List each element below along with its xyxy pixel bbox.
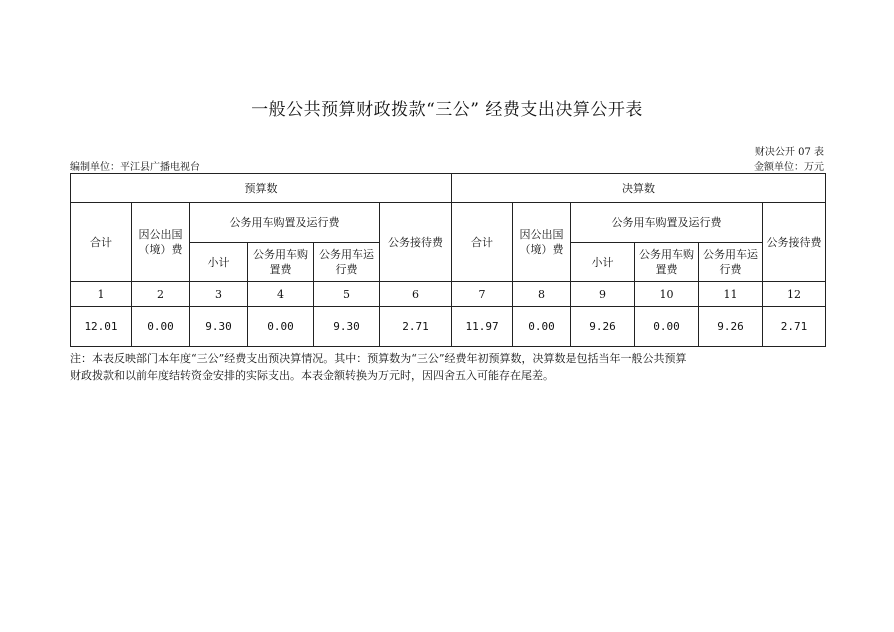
budget-abroad-header: 因公出国（境）费 <box>132 203 190 282</box>
footnote <box>70 350 830 384</box>
column-number: 1 <box>71 282 132 307</box>
page-title: 一般公共预算财政拨款“三公” 经费支出决算公开表 <box>251 100 643 120</box>
value-row <box>71 307 826 347</box>
final-purchase-header: 公务用车购置费 <box>635 243 699 282</box>
budget-header: 预算数 <box>71 174 452 203</box>
header-row-2 <box>71 203 826 243</box>
final-header: 决算数 <box>452 174 826 203</box>
column-number: 8 <box>513 282 571 307</box>
column-number-row <box>71 282 826 307</box>
final-operation-header: 公务用车运行费 <box>699 243 763 282</box>
column-number: 10 <box>635 282 699 307</box>
value-cell: 2.71 <box>380 307 452 347</box>
column-number: 2 <box>132 282 190 307</box>
column-number: 9 <box>571 282 635 307</box>
expense-table <box>70 173 826 347</box>
column-number: 3 <box>190 282 248 307</box>
final-abroad-header: 因公出国（境）费 <box>513 203 571 282</box>
budget-operation-header: 公务用车运行费 <box>314 243 380 282</box>
column-number: 12 <box>763 282 826 307</box>
value-cell: 9.26 <box>699 307 763 347</box>
value-cell: 9.26 <box>571 307 635 347</box>
budget-vehicle-header: 公务用车购置及运行费 <box>190 203 380 243</box>
reporting-unit: 编制单位：平江县广播电视台 <box>70 162 200 173</box>
value-cell: 0.00 <box>132 307 190 347</box>
value-cell: 11.97 <box>452 307 513 347</box>
column-number: 5 <box>314 282 380 307</box>
final-total-header: 合计 <box>452 203 513 282</box>
budget-reception-header: 公务接待费 <box>380 203 452 282</box>
column-number: 11 <box>699 282 763 307</box>
amount-unit: 金额单位：万元 <box>754 162 824 173</box>
column-number: 4 <box>248 282 314 307</box>
value-cell: 0.00 <box>635 307 699 347</box>
header-row-1 <box>71 174 826 203</box>
column-number: 6 <box>380 282 452 307</box>
final-reception-header: 公务接待费 <box>763 203 826 282</box>
final-subtotal-header: 小计 <box>571 243 635 282</box>
budget-total-header: 合计 <box>71 203 132 282</box>
value-cell: 0.00 <box>513 307 571 347</box>
footnote-line: 注：本表反映部门本年度“三公”经费支出预决算情况。其中：预算数为“三公”经费年初预算数，决算数是包括当年一般公共预算 <box>70 352 687 365</box>
value-cell: 9.30 <box>314 307 380 347</box>
footnote-line: 财政拨款和以前年度结转资金安排的实际支出。本表金额转换为万元时，因四舍五入可能存在尾差。 <box>70 369 554 382</box>
value-cell: 0.00 <box>248 307 314 347</box>
value-cell: 2.71 <box>763 307 826 347</box>
column-number: 7 <box>452 282 513 307</box>
final-vehicle-header: 公务用车购置及运行费 <box>571 203 763 243</box>
budget-purchase-header: 公务用车购置费 <box>248 243 314 282</box>
value-cell: 9.30 <box>190 307 248 347</box>
form-number: 财决公开 07 表 <box>754 147 824 158</box>
value-cell: 12.01 <box>71 307 132 347</box>
budget-subtotal-header: 小计 <box>190 243 248 282</box>
